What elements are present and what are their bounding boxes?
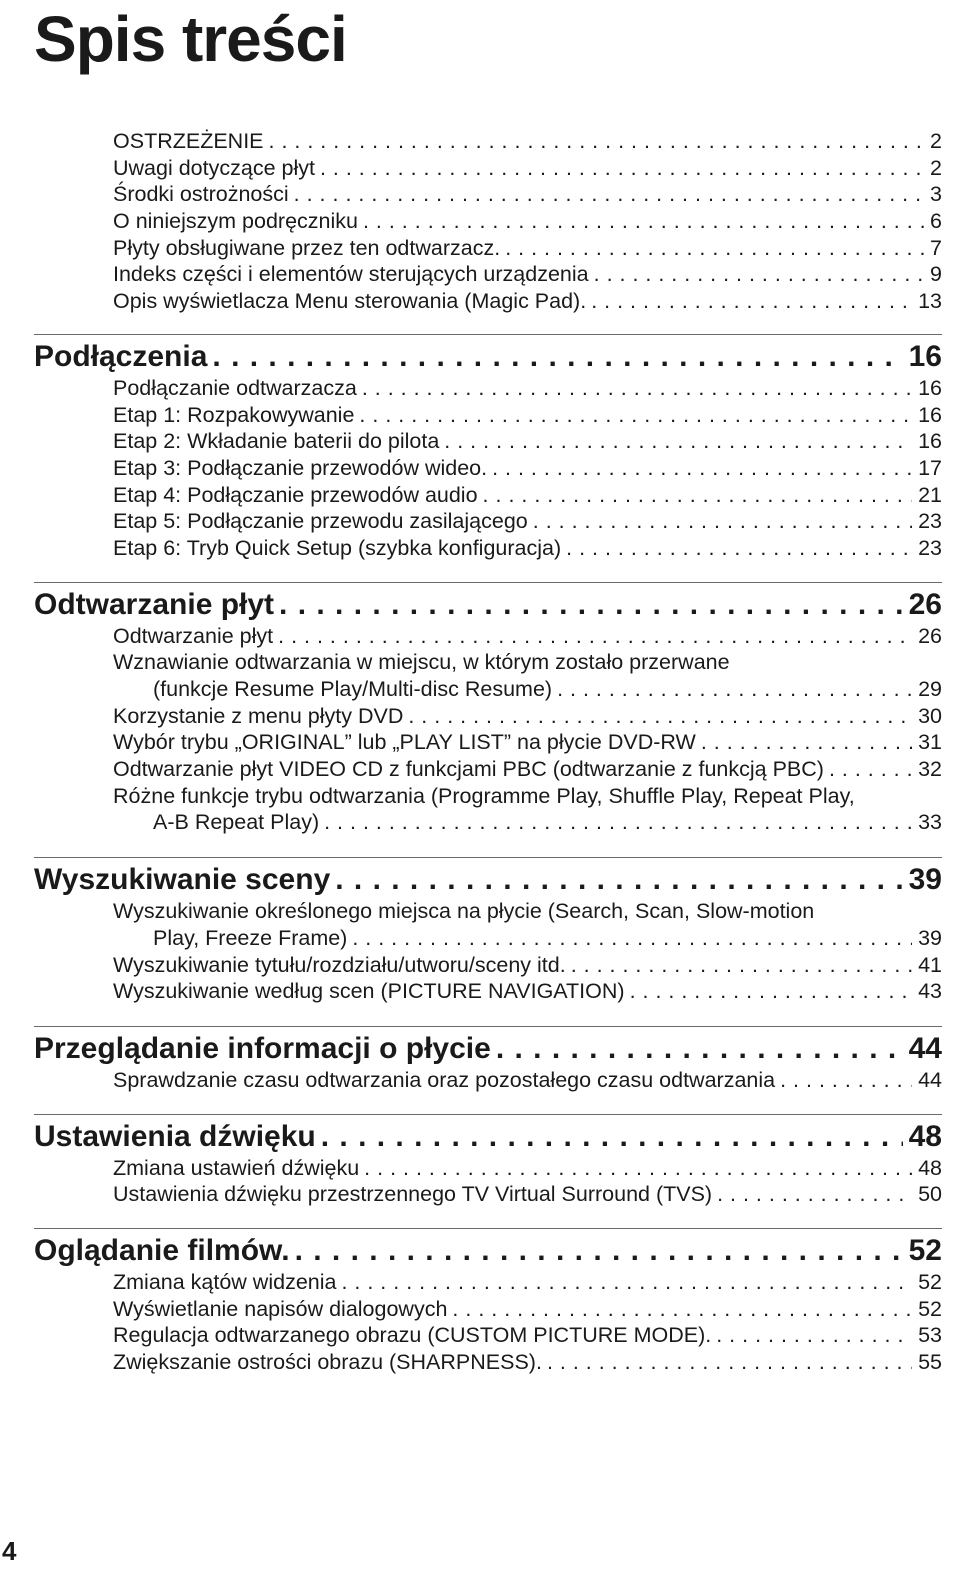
toc-entry[interactable] xyxy=(34,756,942,783)
toc-entry-continuation[interactable] xyxy=(34,676,942,703)
toc-heading-page: 39 xyxy=(908,863,942,897)
toc-entry-title: Podłączanie odtwarzacza xyxy=(113,375,357,400)
toc-entry-title: Zmiana ustawień dźwięku xyxy=(113,1155,360,1180)
toc-entry[interactable] xyxy=(34,1296,942,1323)
toc-entry-title: Środki ostrożności xyxy=(113,182,289,207)
toc-heading-title: Ustawienia dźwięku xyxy=(34,1119,316,1153)
toc-entry-page: 52 xyxy=(918,1296,942,1321)
toc-entry-page: 44 xyxy=(918,1067,942,1092)
toc-heading[interactable] xyxy=(34,1031,942,1067)
toc-entry[interactable] xyxy=(34,1349,942,1376)
toc-section xyxy=(34,857,942,1026)
toc-entry[interactable] xyxy=(34,1322,942,1349)
toc-entry[interactable] xyxy=(34,128,942,155)
toc-entry-page: 33 xyxy=(918,810,942,835)
toc-heading-title: Odtwarzanie płyt xyxy=(34,587,275,621)
toc-heading-title: Oglądanie filmów. xyxy=(34,1233,290,1267)
toc-entry-title: Odtwarzanie płyt VIDEO CD z funkcjami PBC (odtwarzanie z funkcją PBC) xyxy=(113,757,824,782)
dot-leader xyxy=(320,155,924,182)
dot-leader xyxy=(571,952,912,979)
dot-leader xyxy=(716,1322,912,1349)
toc-entry-page: 23 xyxy=(918,509,942,534)
dot-leader xyxy=(717,1181,912,1208)
toc-entry[interactable] xyxy=(34,208,942,235)
toc-entry-page: 41 xyxy=(918,952,942,977)
toc-entry-continuation[interactable] xyxy=(34,809,942,836)
dot-leader xyxy=(483,482,913,509)
toc-entry-title: Zwiększanie ostrości obrazu (SHARPNESS). xyxy=(113,1350,542,1374)
toc-entry[interactable] xyxy=(34,235,942,262)
toc-entry-title: Etap 1: Rozpakowywanie xyxy=(113,402,355,427)
dot-leader xyxy=(363,208,924,235)
toc-entry-title: Sprawdzanie czasu odtwarzania oraz pozostałego czasu odtwarzania xyxy=(113,1067,776,1092)
dot-leader xyxy=(278,623,912,650)
toc-entry-page: 16 xyxy=(918,402,942,427)
toc-entry-title: A-B Repeat Play) xyxy=(153,810,320,835)
toc-entry-page: 39 xyxy=(918,925,942,950)
toc-entry[interactable] xyxy=(34,623,942,650)
dot-leader xyxy=(269,128,925,155)
page-title: Spis treści xyxy=(34,3,347,75)
toc-entry[interactable] xyxy=(34,1181,942,1208)
dot-leader xyxy=(295,1233,903,1269)
toc-entry-page: 55 xyxy=(918,1350,942,1374)
toc-entry-title: Etap 4: Podłączanie przewodów audio xyxy=(113,482,478,507)
toc-entry-title: Ustawienia dźwięku przestrzennego TV Virtual Surround (TVS) xyxy=(113,1182,713,1207)
toc-entry[interactable] xyxy=(34,428,942,455)
toc-entry-page: 53 xyxy=(918,1323,942,1348)
toc-entry[interactable] xyxy=(34,1067,942,1094)
dot-leader xyxy=(557,676,912,703)
dot-leader xyxy=(701,729,912,756)
toc-section xyxy=(34,582,942,858)
dot-leader xyxy=(533,508,912,535)
toc-entry-title: Etap 6: Tryb Quick Setup (szybka konfiguracja) xyxy=(113,535,562,560)
table-of-contents xyxy=(34,128,942,1376)
toc-entry[interactable] xyxy=(34,455,942,482)
toc-entry-page: 30 xyxy=(918,703,942,728)
toc-entry-title: Regulacja odtwarzanego obrazu (CUSTOM PICTURE MODE). xyxy=(113,1323,712,1348)
toc-heading[interactable] xyxy=(34,339,942,375)
toc-entry[interactable] xyxy=(34,288,942,315)
toc-entry-page: 32 xyxy=(918,757,942,782)
dot-leader xyxy=(492,455,912,482)
toc-entry-title: Różne funkcje trybu odtwarzania (Programme Play, Shuffle Play, Repeat Play, xyxy=(113,783,855,808)
toc-entry-title: O niniejszym podręczniku xyxy=(113,209,358,234)
toc-heading-page: 48 xyxy=(908,1119,942,1153)
toc-entry-title: Wyszukiwanie określonego miejsca na płycie (Search, Scan, Slow-motion xyxy=(113,899,815,924)
toc-entry-page: 16 xyxy=(918,375,942,400)
toc-entry-title: Płyty obsługiwane przez ten odtwarzacz. xyxy=(113,235,501,260)
dot-leader xyxy=(594,261,924,288)
toc-entry[interactable] xyxy=(34,535,942,562)
toc-entry-page: 2 xyxy=(930,129,942,153)
toc-heading-page: 16 xyxy=(908,339,942,373)
toc-entry-page: 23 xyxy=(918,535,942,560)
dot-leader xyxy=(321,1119,903,1155)
toc-entry-page: 26 xyxy=(918,623,942,648)
toc-entry-title: Opis wyświetlacza Menu sterowania (Magic Pad). xyxy=(113,289,587,314)
toc-heading-page: 26 xyxy=(908,587,942,621)
toc-section xyxy=(34,1114,942,1228)
toc-entry-title: Wyszukiwanie według scen (PICTURE NAVIGATION) xyxy=(113,979,625,1004)
toc-entry-title: OSTRZEŻENIE xyxy=(113,129,264,153)
toc-entry-page: 52 xyxy=(918,1269,942,1294)
dot-leader xyxy=(408,703,912,730)
toc-entry[interactable] xyxy=(34,703,942,730)
toc-heading[interactable] xyxy=(34,862,942,898)
toc-entry-page: 16 xyxy=(918,429,942,454)
toc-entry-title: Uwagi dotyczące płyt xyxy=(113,155,315,180)
toc-heading-title: Podłączenia xyxy=(34,339,208,373)
toc-heading[interactable] xyxy=(34,1233,942,1269)
toc-section xyxy=(34,128,942,334)
toc-entry[interactable] xyxy=(34,1269,942,1296)
toc-entry-title: Wyszukiwanie tytułu/rozdziału/utworu/sceny itd. xyxy=(113,952,566,977)
toc-entry[interactable] xyxy=(34,181,942,208)
toc-entry-continuation[interactable] xyxy=(34,925,942,952)
dot-leader xyxy=(591,288,912,315)
toc-entry-page: 6 xyxy=(930,209,942,234)
dot-leader xyxy=(362,375,912,402)
toc-entry-title: Etap 5: Podłączanie przewodu zasilającego xyxy=(113,509,528,534)
toc-entry-title: Indeks części i elementów sterujących urządzenia xyxy=(113,262,589,287)
dot-leader xyxy=(829,756,912,783)
toc-heading-title: Przeglądanie informacji o płycie xyxy=(34,1031,491,1065)
toc-heading[interactable] xyxy=(34,1119,942,1155)
toc-entry-page: 31 xyxy=(918,730,942,755)
toc-entry-page: 43 xyxy=(918,979,942,1004)
toc-entry-page: 50 xyxy=(918,1182,942,1207)
toc-entry[interactable] xyxy=(34,261,942,288)
toc-entry-page: 13 xyxy=(918,289,942,314)
toc-entry[interactable] xyxy=(34,508,942,535)
dot-leader xyxy=(294,181,924,208)
dot-leader xyxy=(352,925,912,952)
dot-leader xyxy=(780,1067,912,1094)
toc-entry-page: 7 xyxy=(930,235,942,260)
toc-entry-page: 17 xyxy=(918,455,942,480)
dot-leader xyxy=(341,1269,912,1296)
toc-section xyxy=(34,1228,942,1376)
toc-entry[interactable] xyxy=(34,649,942,676)
page-number: 4 xyxy=(2,1536,17,1566)
toc-heading-page: 44 xyxy=(908,1031,942,1065)
dot-leader xyxy=(547,1349,912,1376)
toc-entry-title: Wyświetlanie napisów dialogowych xyxy=(113,1296,448,1321)
toc-entry-page: 29 xyxy=(918,677,942,701)
toc-entry-title: Odtwarzanie płyt xyxy=(113,623,274,648)
toc-entry[interactable] xyxy=(34,978,942,1005)
toc-entry-page: 3 xyxy=(930,182,942,207)
dot-leader xyxy=(452,1296,912,1323)
dot-leader xyxy=(212,339,902,375)
toc-entry[interactable] xyxy=(34,155,942,182)
toc-heading[interactable] xyxy=(34,587,942,623)
toc-entry[interactable] xyxy=(34,402,942,429)
toc-entry-title: Zmiana kątów widzenia xyxy=(113,1269,337,1294)
toc-entry[interactable] xyxy=(34,1155,942,1182)
dot-leader xyxy=(566,535,912,562)
dot-leader xyxy=(505,235,924,262)
toc-entry-title: Etap 2: Wkładanie baterii do pilota xyxy=(113,429,440,454)
toc-entry-page: 9 xyxy=(930,262,942,287)
dot-leader xyxy=(496,1031,903,1067)
toc-entry-title: (funkcje Resume Play/Multi-disc Resume) xyxy=(153,677,553,701)
toc-entry-title: Korzystanie z menu płyty DVD xyxy=(113,703,404,728)
toc-entry-title: Wybór trybu „ORIGINAL” lub „PLAY LIST” na płycie DVD-RW xyxy=(113,730,696,755)
toc-entry-page: 2 xyxy=(930,155,942,180)
toc-section xyxy=(34,1026,942,1114)
toc-entry-page: 48 xyxy=(918,1155,942,1180)
toc-section xyxy=(34,334,942,582)
toc-entry[interactable] xyxy=(34,898,942,925)
toc-entry-page: 21 xyxy=(918,482,942,507)
toc-entry-title: Etap 3: Podłączanie przewodów wideo. xyxy=(113,455,488,480)
toc-entry-title: Play, Freeze Frame) xyxy=(153,925,348,950)
toc-entry[interactable] xyxy=(34,783,942,810)
toc-heading-title: Wyszukiwanie sceny xyxy=(34,863,331,897)
toc-entry[interactable] xyxy=(34,482,942,509)
toc-entry[interactable] xyxy=(34,375,942,402)
dot-leader xyxy=(359,402,912,429)
dot-leader xyxy=(364,1155,912,1182)
dot-leader xyxy=(444,428,912,455)
toc-heading-page: 52 xyxy=(908,1233,942,1267)
toc-entry-title: Wznawianie odtwarzania w miejscu, w którym zostało przerwane xyxy=(113,650,730,675)
dot-leader xyxy=(630,978,913,1005)
toc-entry[interactable] xyxy=(34,952,942,979)
dot-leader xyxy=(324,809,912,836)
toc-entry[interactable] xyxy=(34,729,942,756)
dot-leader xyxy=(279,587,903,623)
dot-leader xyxy=(335,862,902,898)
